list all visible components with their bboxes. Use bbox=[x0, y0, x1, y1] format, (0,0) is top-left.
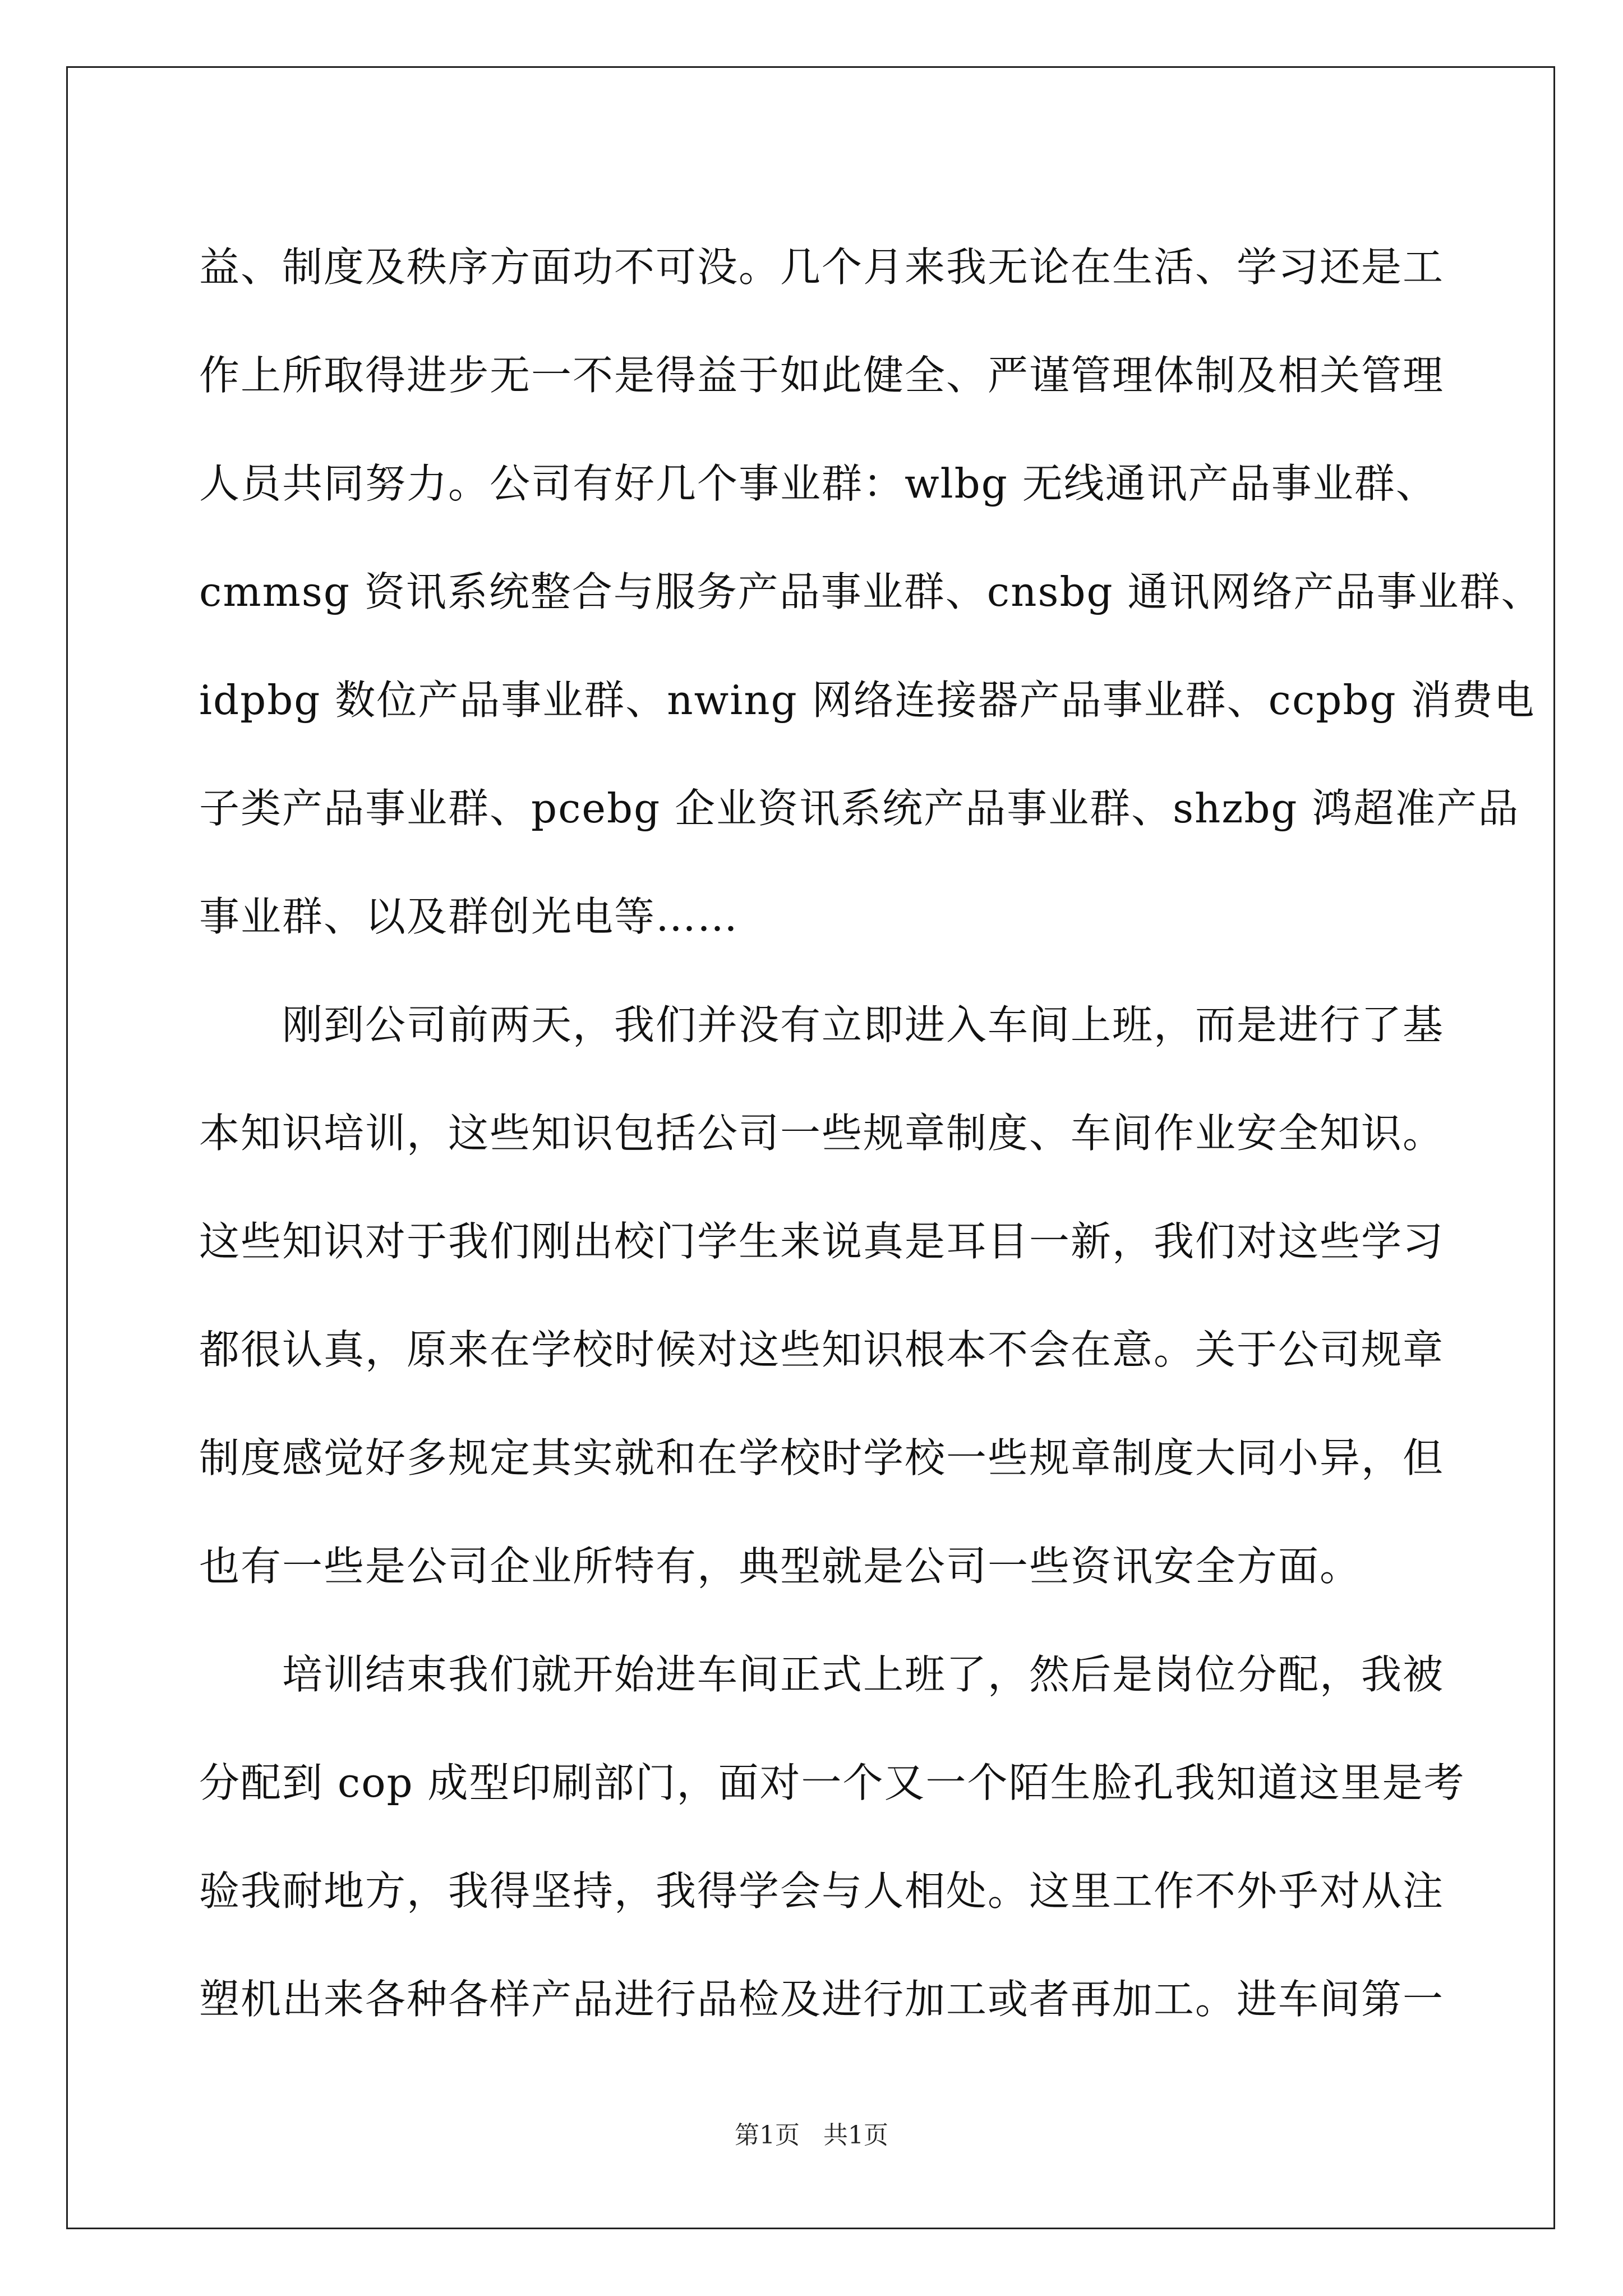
text-line: 塑机出来各种各样产品进行品检及进行加工或者再加工。进车间第一 bbox=[199, 1976, 1445, 2023]
text-line: 益、制度及秩序方面功不可没。几个月来我无论在生活、学习还是工 bbox=[199, 243, 1445, 291]
text-line: 子类产品事业群、pcebg 企业资讯系统产品事业群、shzbg 鸿超准产品 bbox=[199, 785, 1520, 832]
text-line: 制度感觉好多规定其实就和在学校时学校一些规章制度大同小异，但 bbox=[199, 1434, 1445, 1481]
page-footer: 第1页 共1页 bbox=[735, 2121, 888, 2150]
text-line: 都很认真，原来在学校时候对这些知识根本不会在意。关于公司规章 bbox=[199, 1326, 1445, 1373]
text-line: cmmsg 资讯系统整合与服务产品事业群、cnsbg 通讯网络产品事业群、 bbox=[199, 568, 1543, 615]
text-line: 也有一些是公司企业所特有，典型就是公司一些资讯安全方面。 bbox=[199, 1543, 1362, 1590]
document-body bbox=[199, 213, 1543, 2054]
text-line: 事业群、以及群创光电等…… bbox=[199, 893, 739, 940]
text-line: idpbg 数位产品事业群、nwing 网络连接器产品事业群、ccpbg 消费电 bbox=[199, 677, 1536, 724]
text-line: 分配到 cop 成型印刷部门，面对一个又一个陌生脸孔我知道这里是考 bbox=[199, 1759, 1465, 1806]
text-line: 本知识培训，这些知识包括公司一些规章制度、车间作业安全知识。 bbox=[199, 1110, 1445, 1157]
text-line: 作上所取得进步无一不是得益于如此健全、严谨管理体制及相关管理 bbox=[199, 352, 1445, 399]
text-line: 刚到公司前两天，我们并没有立即进入车间上班，而是进行了基 bbox=[199, 1001, 1445, 1048]
text-line: 人员共同努力。公司有好几个事业群：wlbg 无线通讯产品事业群、 bbox=[199, 460, 1437, 507]
text-line: 培训结束我们就开始进车间正式上班了，然后是岗位分配，我被 bbox=[199, 1651, 1445, 1698]
text-line: 验我耐地方，我得坚持，我得学会与人相处。这里工作不外乎对从注 bbox=[199, 1867, 1445, 1915]
text-line: 这些知识对于我们刚出校门学生来说真是耳目一新，我们对这些学习 bbox=[199, 1218, 1445, 1265]
